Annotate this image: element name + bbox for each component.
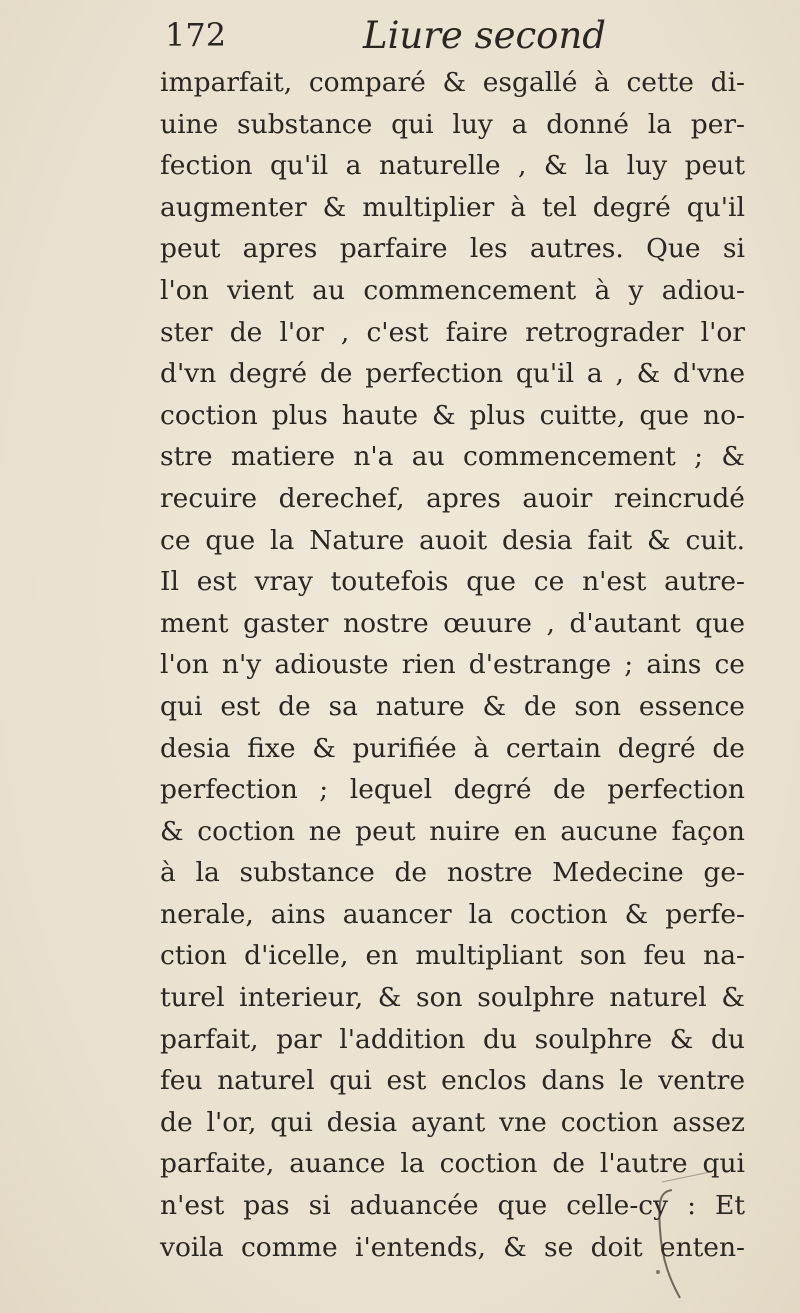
text-line: & coction ne peut nuire en aucune façon xyxy=(160,815,745,847)
text-line: fection qu'il a naturelle , & la luy peut xyxy=(160,150,745,182)
text-line: desia fixe & purifiée à certain degré de xyxy=(160,732,745,764)
text-line: imparfait, comparé & esgallé à cette di- xyxy=(160,67,745,98)
text-line: nerale, ains auancer la coction & perfe- xyxy=(160,898,745,930)
text-line: feu naturel qui est enclos dans le ventre xyxy=(160,1065,745,1097)
text-line: ction d'icelle, en multipliant son feu na- xyxy=(160,940,745,972)
text-line: recuire derechef, apres auoir reincrudé xyxy=(160,482,745,514)
text-line: d'vn degré de perfection qu'il a , & d'vne xyxy=(160,358,745,390)
page-number: 172 xyxy=(165,16,227,54)
text-line: perfection ; lequel degré de perfection xyxy=(160,774,745,806)
text-line: parfait, par l'addition du soulphre & du xyxy=(160,1023,745,1055)
text-line: l'on vient au commencement à y adiou- xyxy=(160,274,745,306)
text-line: qui est de sa nature & de son essence xyxy=(160,690,745,722)
text-line: parfaite, auance la coction de l'autre qui xyxy=(160,1148,745,1180)
text-line: uine substance qui luy a donné la per- xyxy=(160,108,745,140)
text-line: ment gaster nostre œuure , d'autant que xyxy=(160,607,745,639)
text-line: voila comme i'entends, & se doit enten- xyxy=(160,1231,745,1263)
text-line: à la substance de nostre Medecine ge- xyxy=(160,857,745,889)
text-line: ce que la Nature auoit desia fait & cuit. xyxy=(160,524,745,556)
text-line: ster de l'or , c'est faire retrograder l'or xyxy=(160,316,745,348)
text-line: peut apres parfaire les autres. Que si xyxy=(160,233,745,265)
text-line: turel interieur, & son soulphre naturel & xyxy=(160,982,745,1014)
body-text xyxy=(160,62,745,1268)
text-line: stre matiere n'a au commencement ; & xyxy=(160,441,745,473)
page-header xyxy=(165,14,635,62)
running-title: Liure second xyxy=(363,14,606,57)
text-line: l'on n'y adiouste rien d'estrange ; ains ce xyxy=(160,649,745,681)
ink-mark-decoration xyxy=(600,1170,720,1310)
text-line: Il est vray toutefois que ce n'est autre- xyxy=(160,566,745,598)
text-line: n'est pas si aduancée que celle-cy : Et xyxy=(160,1190,745,1222)
text-line: de l'or, qui desia ayant vne coction assez xyxy=(160,1106,745,1138)
text-line: augmenter & multiplier à tel degré qu'il xyxy=(160,191,745,223)
text-line: coction plus haute & plus cuitte, que no- xyxy=(160,399,745,431)
